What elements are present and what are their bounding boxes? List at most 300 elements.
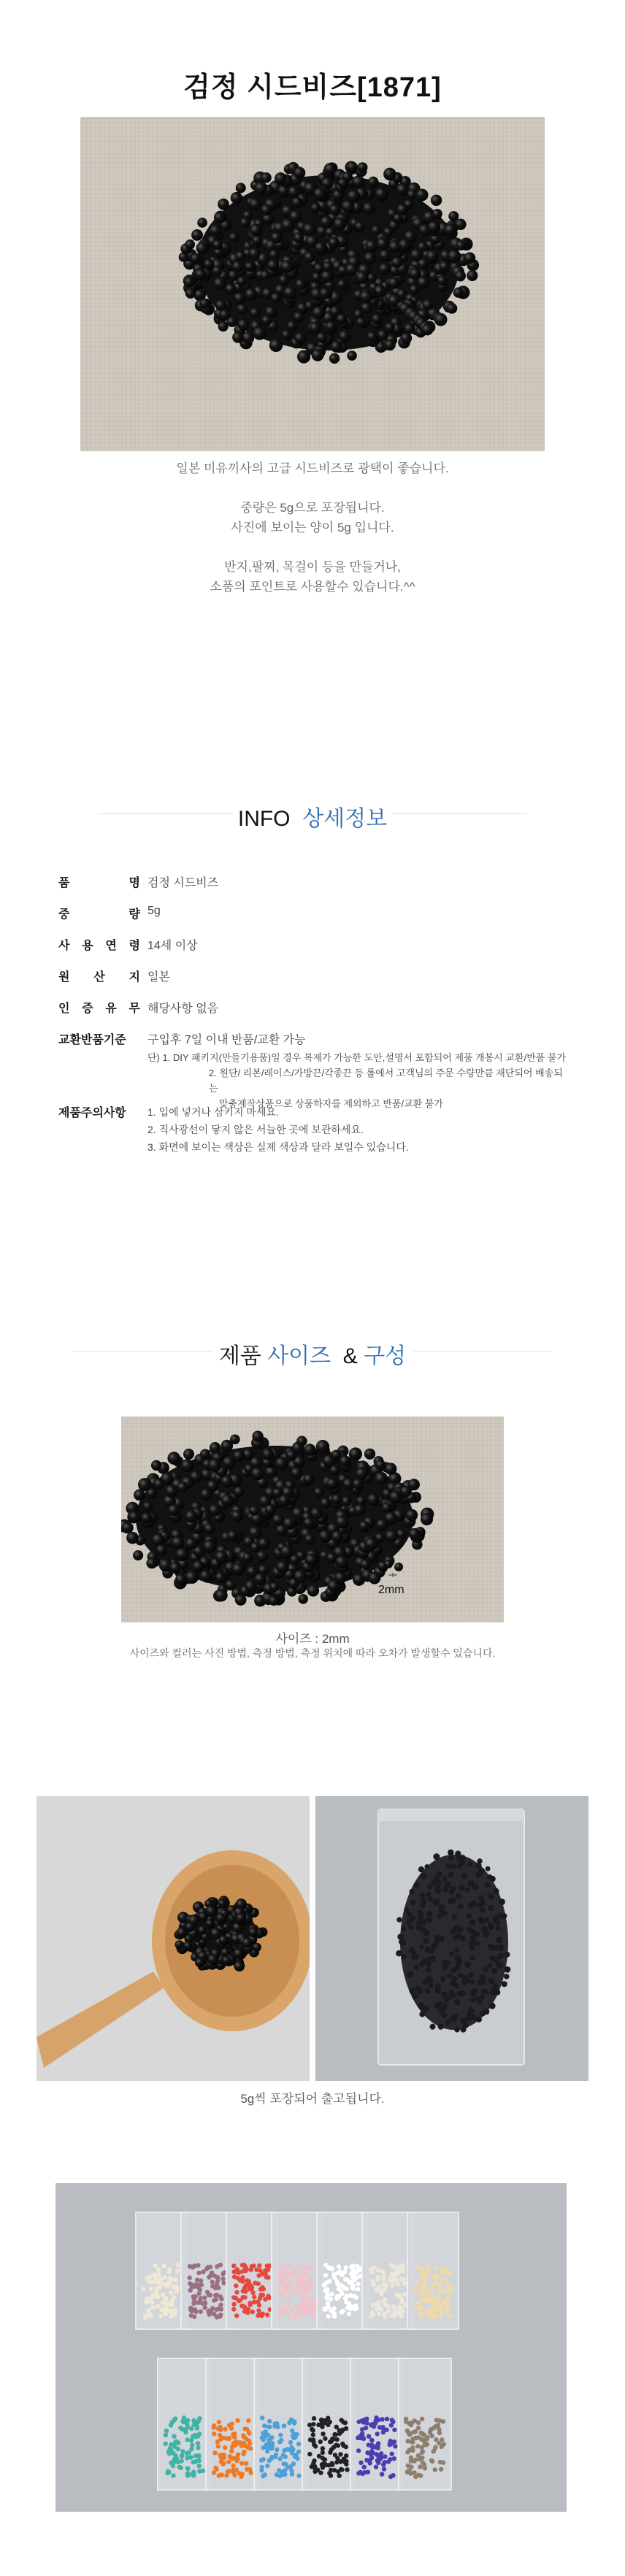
bead (315, 2467, 320, 2472)
bead (320, 2462, 324, 2466)
bead (422, 2437, 426, 2442)
bead (218, 2303, 223, 2307)
bead (226, 2459, 231, 2464)
bead (458, 1904, 464, 1909)
bead (296, 2442, 301, 2446)
bead (221, 1476, 232, 1487)
bead (367, 331, 377, 342)
bead (419, 2431, 423, 2435)
bead (149, 2287, 153, 2291)
bead (146, 2278, 150, 2282)
bead (369, 2270, 374, 2274)
bead (251, 1467, 264, 1480)
bead (218, 199, 229, 210)
info-label: 원 산 지 (58, 971, 140, 984)
bead (467, 2007, 474, 2014)
bead (362, 202, 375, 215)
bead (261, 204, 272, 215)
bead (207, 2309, 211, 2313)
bead (473, 1884, 478, 1889)
info-label: 중 량 (58, 908, 140, 921)
bead (426, 250, 438, 262)
bead (393, 2444, 397, 2448)
bead (166, 2469, 170, 2474)
bead (231, 192, 242, 204)
bead (190, 2443, 194, 2447)
bead (430, 2459, 434, 2464)
bead (176, 2263, 180, 2267)
bead (242, 2435, 246, 2439)
bead (272, 1514, 284, 1525)
bead (221, 2281, 226, 2285)
bead (231, 2302, 236, 2307)
bead (413, 1882, 420, 1889)
bead (410, 2448, 415, 2453)
bead (261, 270, 271, 280)
bead (229, 2449, 234, 2453)
bead (413, 2418, 417, 2423)
bead (255, 182, 267, 194)
bead (275, 2472, 279, 2477)
bead (245, 2427, 249, 2431)
bead (456, 1893, 461, 1899)
bead (420, 1893, 426, 1898)
bead (287, 2420, 291, 2425)
bead (488, 1944, 493, 1949)
bead (156, 2277, 161, 2282)
bead (259, 2314, 264, 2318)
bead (263, 2297, 267, 2301)
bead (302, 2284, 306, 2288)
bead (277, 2313, 282, 2318)
bead (294, 332, 306, 344)
bead (412, 2458, 416, 2463)
size-heading-text (0, 1338, 625, 1370)
bead (367, 1493, 380, 1506)
bead (320, 288, 331, 299)
bead (392, 2428, 396, 2432)
bead (321, 2431, 325, 2436)
bead (402, 2292, 407, 2296)
bead (278, 2280, 283, 2285)
bead (230, 2421, 234, 2426)
size-heading-b: 사이즈 (267, 1344, 331, 1368)
bead (337, 2295, 341, 2299)
bead (206, 1906, 218, 1917)
bead (245, 261, 255, 272)
bead (164, 2433, 168, 2437)
bead (444, 1998, 449, 2003)
bead (388, 2276, 393, 2280)
bead (461, 1974, 467, 1980)
bead (249, 198, 261, 210)
bead (454, 1948, 459, 1953)
bead (308, 2275, 312, 2280)
bead (129, 1511, 140, 1522)
bead (180, 2419, 185, 2423)
bead (420, 2292, 424, 2296)
bead (254, 2267, 258, 2272)
bead (494, 1989, 501, 1996)
bead (433, 1853, 440, 1860)
bead (457, 1958, 462, 1963)
bead (252, 2295, 256, 2299)
exchange-note: 맞춤제작상품으로 상품하자를 제외하고 반품/교환 불가 (219, 1098, 443, 1109)
bead (494, 1888, 499, 1894)
bead (442, 2442, 446, 2446)
bead (304, 2273, 308, 2277)
bead (253, 1943, 261, 1952)
bead (505, 1952, 510, 1958)
bead (166, 2449, 171, 2453)
bead (201, 2469, 205, 2473)
bead (215, 299, 227, 311)
bead (480, 1995, 485, 2000)
bead (236, 183, 246, 193)
bead (133, 1550, 143, 1560)
bead (391, 2314, 396, 2318)
bead (307, 2423, 312, 2427)
bead (197, 218, 207, 228)
bead (415, 2444, 420, 2448)
bead (445, 2267, 449, 2272)
bead (337, 178, 348, 188)
bead (332, 2314, 337, 2318)
bead (328, 2420, 332, 2424)
bead (423, 1938, 430, 1944)
bead (185, 2471, 190, 2475)
bead (221, 2436, 225, 2440)
caution-item: 2. 직사광선이 닿지 않은 서늘한 곳에 보관하세요. (147, 1124, 364, 1135)
bead (374, 2465, 378, 2469)
bead (232, 261, 243, 272)
bead (185, 1510, 197, 1522)
bead (252, 1431, 263, 1442)
bead (310, 203, 321, 213)
bead (392, 2456, 396, 2461)
bead (150, 2294, 154, 2299)
bead (148, 2312, 153, 2317)
bead (353, 1503, 366, 1516)
bead (354, 2275, 358, 2280)
bead (489, 2003, 496, 2009)
bead (452, 1914, 457, 1919)
bead (448, 1849, 454, 1856)
bag-photo (315, 1796, 588, 2081)
bead (171, 2473, 175, 2477)
bead (403, 2281, 407, 2285)
bead (187, 2275, 191, 2280)
bead (269, 2456, 274, 2461)
bead (231, 2263, 236, 2268)
caution-item: 1. 입에 넣거나 삼키지 마세요. (147, 1106, 279, 1118)
bead (436, 1871, 442, 1877)
bead (209, 2273, 213, 2277)
bead (204, 258, 215, 269)
bead (375, 2431, 379, 2436)
bead (502, 1981, 507, 1987)
bead (173, 2459, 177, 2464)
bead (212, 2431, 216, 2436)
bead (477, 1979, 483, 1985)
bead (303, 1473, 314, 1484)
bead (379, 249, 391, 261)
bead (231, 2307, 236, 2311)
bead (196, 2441, 200, 2445)
bead (439, 2005, 445, 2012)
bead (406, 1509, 418, 1521)
bead (486, 1866, 491, 1871)
product-description (0, 459, 625, 597)
bead (421, 2285, 425, 2290)
bead (311, 2432, 315, 2437)
bead (423, 1929, 428, 1934)
bead (210, 2284, 215, 2288)
bead (280, 2294, 284, 2299)
bead (401, 2309, 405, 2313)
bead (288, 2307, 293, 2312)
bead (437, 2427, 441, 2431)
bead (183, 1941, 192, 1950)
bead (235, 1594, 247, 1606)
bead (220, 2472, 224, 2477)
bead (415, 188, 428, 201)
bead (216, 1913, 226, 1923)
bead (414, 1955, 419, 1960)
bead (377, 2285, 381, 2289)
bead (418, 2464, 422, 2469)
bead (214, 2297, 218, 2301)
bead (275, 1457, 288, 1470)
bead (456, 1933, 461, 1939)
bead (196, 2263, 200, 2267)
bead (389, 2423, 394, 2427)
info-row (58, 967, 570, 999)
bead (380, 2472, 384, 2476)
bead (445, 2282, 449, 2286)
bead (324, 2463, 329, 2467)
size-caption: 사이즈 : 2mm (275, 1632, 350, 1646)
bead (216, 2444, 221, 2448)
info-row (58, 905, 570, 936)
bead (374, 2415, 378, 2420)
bead (189, 2426, 193, 2431)
bead (280, 2290, 284, 2294)
bead (304, 2289, 309, 2293)
bead (169, 2302, 174, 2307)
exchange-value-block (147, 1030, 570, 1111)
bead (308, 2285, 312, 2289)
bead (232, 2473, 237, 2477)
bead (306, 2279, 310, 2283)
bead (312, 2416, 316, 2420)
bead (396, 204, 408, 215)
bead (459, 1860, 465, 1866)
bead (433, 2467, 437, 2472)
bead (259, 2293, 264, 2298)
bead (316, 332, 327, 343)
bead (468, 1972, 474, 1978)
bead (364, 2426, 368, 2430)
bead (367, 2434, 371, 2438)
info-section-heading (0, 799, 625, 831)
bead (409, 1528, 421, 1540)
bead (169, 2314, 173, 2318)
bead (207, 1954, 218, 1965)
bead (239, 2444, 244, 2448)
bead (245, 1580, 257, 1592)
bead (419, 1944, 424, 1950)
bead (175, 1940, 183, 1949)
bead (171, 2285, 175, 2289)
bead (285, 2303, 289, 2307)
bead (296, 1435, 307, 1446)
bead (433, 1899, 440, 1906)
bead (329, 237, 340, 248)
bead (238, 2298, 242, 2302)
bead (210, 2280, 215, 2284)
bead (391, 257, 403, 269)
bead (161, 2293, 165, 2297)
bead (153, 1479, 164, 1490)
bead (231, 2468, 235, 2472)
bead (296, 2450, 301, 2454)
bead (382, 2466, 386, 2471)
bead (191, 229, 203, 241)
bead (395, 2281, 399, 2285)
bead (377, 237, 389, 250)
bead (415, 2280, 419, 2285)
bead (195, 2426, 199, 2430)
bead (234, 1486, 245, 1497)
bead (304, 251, 315, 262)
bead (372, 314, 383, 325)
info-heading-right: 상세정보 (302, 807, 388, 831)
bead (496, 1937, 502, 1944)
bead (303, 223, 316, 236)
bead (193, 2459, 198, 2464)
bead (210, 224, 222, 237)
bead (428, 221, 440, 233)
bead (221, 2456, 226, 2460)
bead (333, 2453, 337, 2457)
bead (385, 322, 395, 332)
product-title: 검정 시드비즈[1871] (183, 72, 442, 103)
bead (227, 1530, 238, 1541)
bead (286, 2296, 291, 2300)
bead (483, 2009, 490, 2015)
bead (185, 239, 195, 250)
bead (381, 2462, 386, 2466)
bead (426, 2266, 431, 2270)
bead (280, 2308, 284, 2312)
bead (236, 1913, 246, 1923)
bead (390, 2418, 394, 2422)
bead (207, 2293, 211, 2297)
bead (408, 1971, 413, 1976)
bead (464, 252, 475, 264)
bead (264, 2274, 268, 2279)
bead (196, 2445, 200, 2450)
bead (440, 2012, 447, 2018)
bead (237, 304, 248, 315)
bead (152, 1533, 165, 1546)
bead (185, 1922, 194, 1931)
bead (325, 2290, 329, 2294)
bead (329, 2461, 334, 2466)
bead (433, 2312, 437, 2317)
bead (252, 235, 262, 245)
bead (231, 2432, 235, 2437)
bead (420, 2417, 424, 2421)
bead (432, 209, 442, 219)
bead (440, 261, 450, 272)
bead (429, 1949, 434, 1954)
bead (260, 2415, 264, 2420)
bead (169, 2291, 173, 2295)
bead (401, 1954, 406, 1959)
bead (151, 2273, 156, 2277)
bead (483, 1931, 488, 1937)
bead (437, 2314, 442, 2318)
bead (203, 2300, 207, 2304)
bead (265, 2449, 269, 2453)
bead (286, 1449, 297, 1460)
bead (237, 277, 248, 287)
bead (177, 1481, 188, 1492)
bead (307, 2266, 312, 2271)
bead (170, 2420, 175, 2424)
bead (225, 283, 236, 294)
bead (248, 2446, 253, 2450)
bead (479, 1900, 486, 1906)
bead (483, 1966, 488, 1972)
bead (448, 1899, 453, 1904)
size-heading-amp: & (342, 1344, 358, 1368)
bead (253, 326, 266, 340)
bead (348, 2307, 353, 2311)
colored-bead-bags-image (55, 2183, 567, 2512)
bead (192, 2297, 196, 2301)
bead (499, 1898, 505, 1905)
bead (158, 2285, 162, 2289)
bead (212, 266, 222, 276)
bead (175, 1548, 188, 1561)
bead (420, 2450, 424, 2455)
bead (280, 1545, 294, 1558)
bead (366, 2469, 370, 2474)
bead (185, 2418, 190, 2423)
bead (420, 2456, 424, 2460)
bead (469, 1979, 475, 1984)
bead (218, 1899, 226, 1908)
bead (437, 2283, 442, 2288)
bead (347, 190, 360, 203)
bead (275, 2422, 279, 2426)
bead (240, 2263, 245, 2267)
bead (329, 2292, 334, 2296)
bead (399, 239, 411, 251)
bead (470, 1991, 475, 1996)
bead (419, 2305, 423, 2309)
bead (456, 1990, 462, 1996)
bead (399, 2277, 403, 2281)
bead (400, 2263, 404, 2267)
caution-label: 제품주의사항 (58, 1107, 126, 1119)
single-bead (384, 1560, 393, 1568)
bead (329, 204, 340, 215)
bead (267, 2419, 272, 2423)
